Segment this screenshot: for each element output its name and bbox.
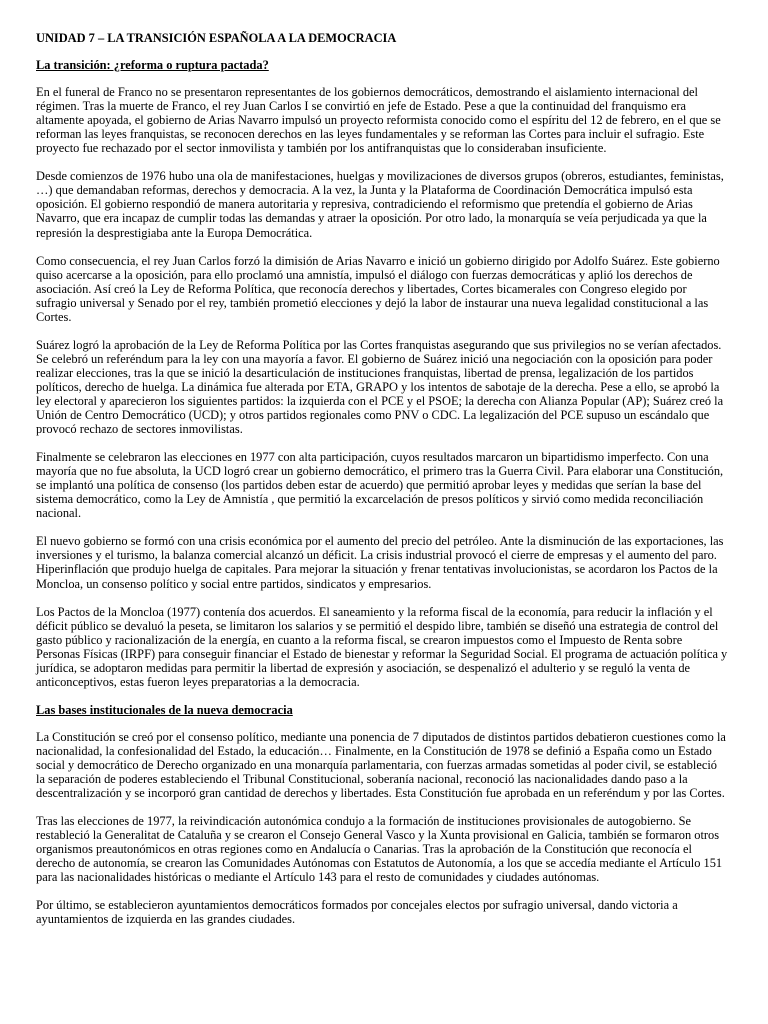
document-page	[36, 31, 728, 940]
paragraph: Los Pactos de la Moncloa (1977) contenía dos acuerdos. El saneamiento y la reforma fiscal de la economía, para reducir la inflación y el déficit público se devaluó la peseta, se limitaron los salarios y se permitió el despido libre, también se diseñó una estrategia de control del gasto público y racionalización de la energía, en cuanto a la reforma fiscal, se crearon impuestos como el Impuesto de Renta sobre Personas Físicas (IRPF) para conseguir financiar el Estado de bienestar y reformar la Seguridad Social. El programa de actuación política y jurídica, se adoptaron medidas para permitir la libertad de expresión y asociación, se despenalizó el adulterio y se reguló la venta de anticonceptivos, estas fueron leyes preparatorias a la democracia.	[36, 604, 728, 689]
paragraph: La Constitución se creó por el consenso político, mediante una ponencia de 7 diputados de distintos partidos debatieron cuestiones como la nacionalidad, la confesionalidad del Estado, la educación… Finalmente, en la Constitución de 1978 se definió a España como un Estado social y democrático de Derecho organizado en una monarquía parlamentaria, con fuerzas armadas sometidas al poder civil, se estableció la separación de poderes estableciendo el Tribunal Constitucional, soberanía nacional, reconoció las nacionalidades dando paso a la descentralización y se incorporó gran cantidad de derechos y libertades. Esta Constitución fue aprobada en un referéndum y por las Cortes.	[36, 729, 726, 801]
paragraph: El nuevo gobierno se formó con una crisis económica por el aumento del precio del petróleo. Ante la disminución de las exportaciones, las inversiones y el turismo, la balanza comercial alcanzó un déficit. La crisis industrial provocó el cierre de empresas y el aumento del paro. Hiperinflación que produjo huelga de capitales. Para mejorar la situación y frenar tentativas involucionistas, se acordaron los Pactos de la Moncloa, un consenso político y social entre partidos, sindicatos y empresarios.	[36, 534, 724, 591]
document-title: UNIDAD 7 – LA TRANSICIÓN ESPAÑOLA A LA DEMOCRACIA	[36, 31, 397, 45]
paragraph: Finalmente se celebraron las elecciones en 1977 con alta participación, cuyos resultados marcaron un bipartidismo imperfecto. Con una mayoría que no fue absoluta, la UCD logró crear un gobierno democrático, el primero tras la Guerra Civil. Para elaborar una Constitución, se implantó una política de consenso (los partidos deben estar de acuerdo) que permitió aprobar leyes y medidas que serían la base del sistema democrático, como la Ley de Amnistía , que permitió la excarcelación de presos políticos y sirvió como medida reconciliación nacional.	[36, 450, 724, 521]
section-heading: Las bases institucionales de la nueva democracia	[36, 702, 293, 717]
paragraph: En el funeral de Franco no se presentaron representantes de los gobiernos democráticos, demostrando el aislamiento internacional del régimen. Tras la muerte de Franco, el rey Juan Carlos I se convirtió en jefe de Estado. Pese a que la continuidad del franquismo era altamente apoyada, el gobierno de Arias Navarro impulsó un proyecto reformista conocido como el espíritu del 12 de febrero, en el que se reforman las leyes franquistas, se reconocen derechos en las leyes fundamentales y se reforman las Cortes para incluir el sufragio. Este proyecto fue rechazado por el sector inmovilista y también por los antifranquistas que lo consideraban insuficiente.	[36, 85, 721, 156]
paragraph: Suárez logró la aprobación de la Ley de Reforma Política por las Cortes franquistas asegurando que sus privilegios no se verían afectados. Se celebró un referéndum para la ley con una mayoría a favor. El gobierno de Suárez inició una negociación con la oposición para poder realizar elecciones, tras la que se inició la desarticulación de instituciones franquistas, libertad de prensa, legalización de los partidos políticos, derecho de huelga. La dinámica fue alterada por ETA, GRAPO y los intentos de sabotaje de la derecha. Pese a ello, se aprobó la ley electoral y aparecieron los siguientes partidos: la izquierda con el PCE y el PSOE; la derecha con Alianza Popular (AP); Suárez creó la Unión de Centro Democrático (UCD); y otros partidos regionales como PNV o CDC. La legalización del PCE supuso un escándalo que provocó rechazo de sectores inmovilistas.	[36, 337, 724, 437]
paragraph: Por último, se establecieron ayuntamientos democráticos formados por concejales electos por sufragio universal, dando victoria a ayuntamientos de izquierda en las grandes ciudades.	[36, 898, 678, 927]
paragraph: Tras las elecciones de 1977, la reivindicación autonómica condujo a la formación de instituciones provisionales de autogobierno. Se restableció la Generalitat de Cataluña y se crearon el Consejo General Vasco y la Xunta provisional en Galicia, también se formaron otros organismos preautonómicos en otras regiones como en Andalucía o Canarias. Tras la aprobación de la Constitución que reconocía el derecho de autonomía, se crearon las Comunidades Autónomas con Estatutos de Autonomía, a los que se accedía mediante el Artículo 151 para las nacionalidades históricas o mediante el Artículo 143 para el resto de comunidades y ciudades autónomas.	[36, 814, 723, 885]
section-transicion	[36, 58, 728, 689]
paragraph: Desde comienzos de 1976 hubo una ola de manifestaciones, huelgas y movilizaciones de diversos grupos (obreros, estudiantes, feministas, …) que demandaban reformas, derechos y democracia. A la vez, la Junta y la Plataforma de Coordinación Democrática impulsó esta oposición. El gobierno respondió de manera autoritaria y represiva, contradiciendo el reformismo que pretendía el gobierno de Arias Navarro, que era incapaz de cumplir todas las demandas y atraer la oposición. Por otro lado, la monarquía se veía perjudicada ya que la represión la desprestigiaba ante la Europa Democrática.	[36, 169, 724, 240]
section-bases-institucionales	[36, 703, 728, 927]
section-heading: La transición: ¿reforma o ruptura pactada?	[36, 58, 269, 73]
paragraph: Como consecuencia, el rey Juan Carlos forzó la dimisión de Arias Navarro e inició un gobierno dirigido por Adolfo Suárez. Este gobierno quiso acercarse a la oposición, para ello proclamó una amnistía, impulsó el diálogo con fuerzas democráticas y aplió los derechos de asociación. Así creó la Ley de Reforma Política, que reconocía derechos y libertades, Cortes bicamerales con Congreso elegido por sufragio universal y Senado por el rey, también prometió elecciones y dejó la labor de instaurar una nueva legalidad constitucional a las Cortes.	[36, 253, 720, 324]
